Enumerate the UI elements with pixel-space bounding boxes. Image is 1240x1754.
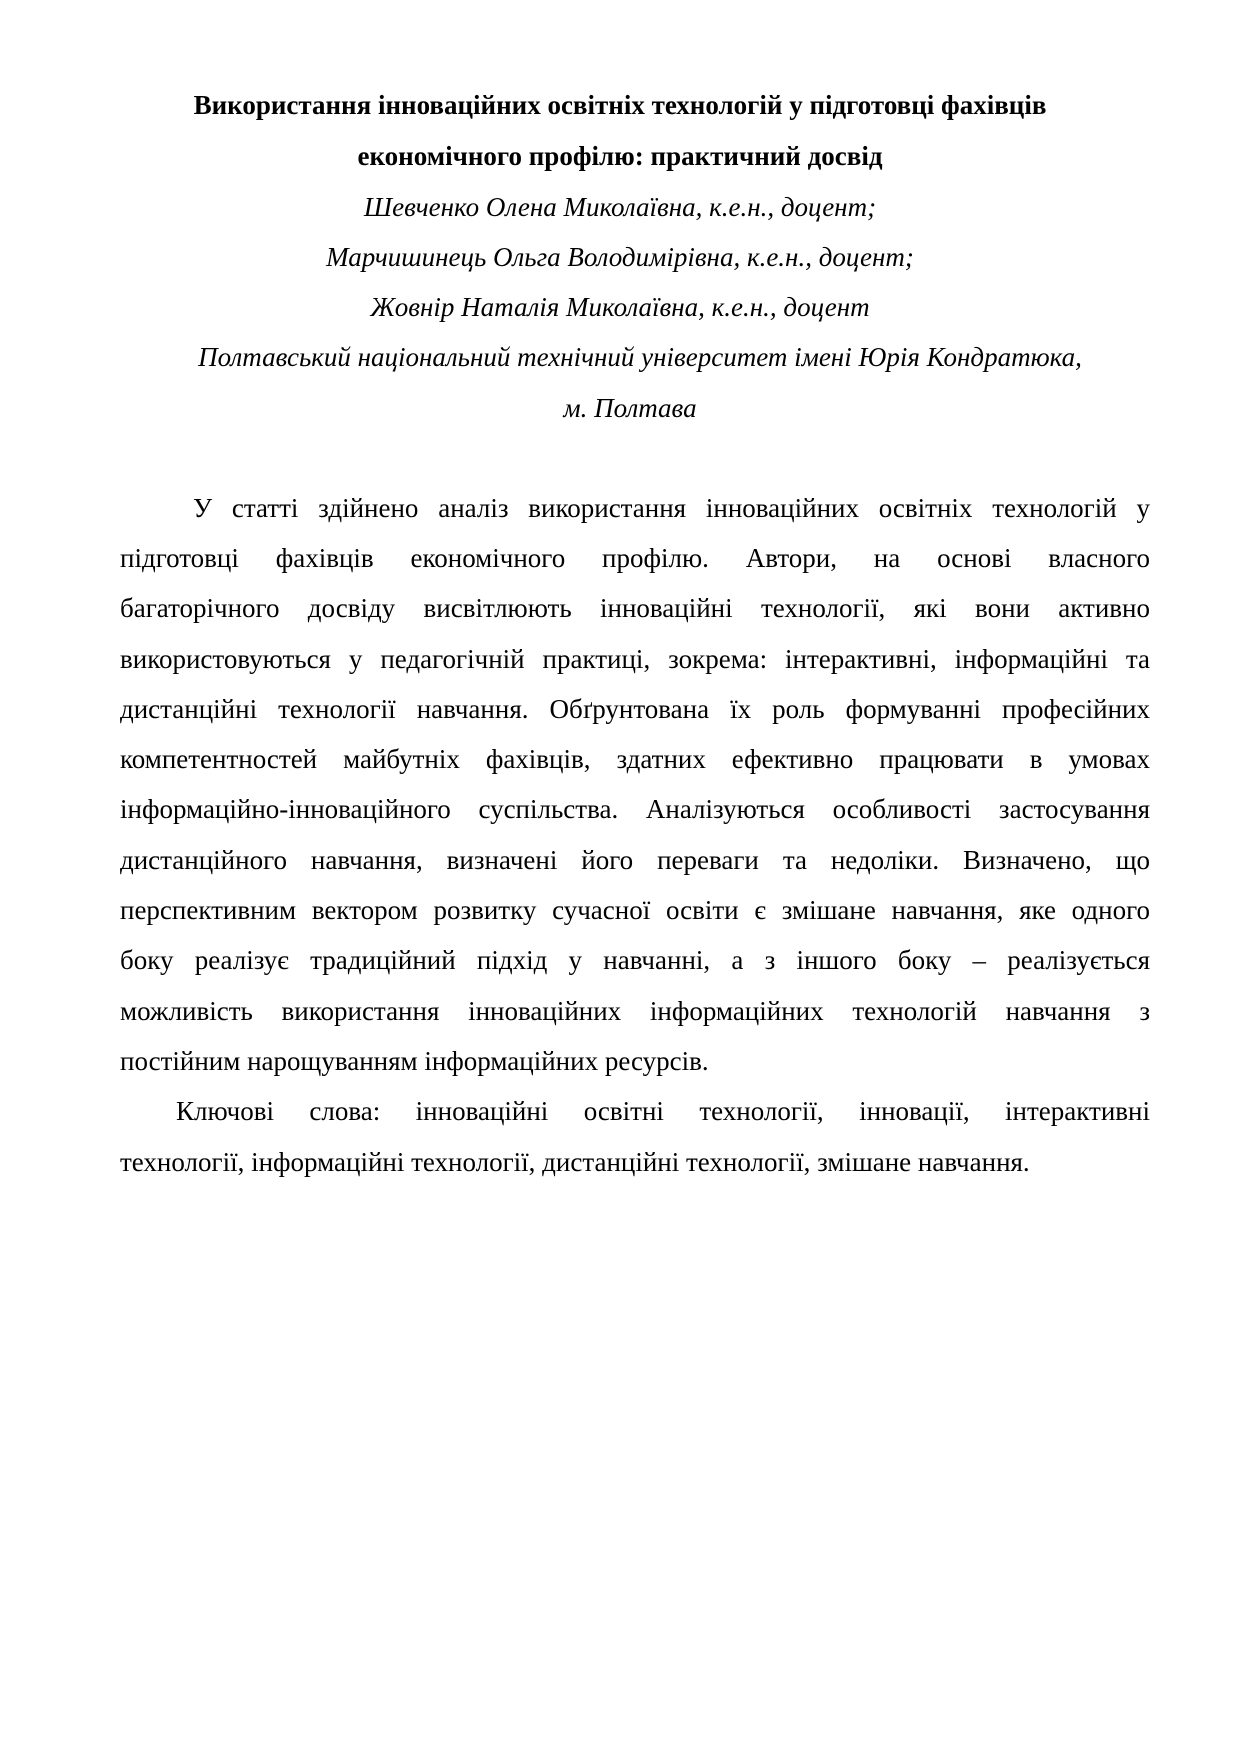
abstract-line: багаторічного досвіду висвітлюють інноваційні технології, які вони активно bbox=[120, 593, 1150, 623]
title-line: економічного профілю: практичний досвід bbox=[357, 141, 883, 171]
keywords-line: технології, інформаційні технології, дистанційні технології, змішане навчання. bbox=[120, 1147, 1030, 1177]
abstract-line: можливість використання інноваційних інформаційних технологій навчання з bbox=[120, 996, 1150, 1026]
abstract-line: дистанційні технології навчання. Обґрунтована їх роль формуванні професійних bbox=[120, 694, 1150, 724]
affiliation-line: Полтавський національний технічний університет імені Юрія Кондратюка, bbox=[198, 342, 1082, 372]
abstract-line: дистанційного навчання, визначені його переваги та недоліки. Визначено, що bbox=[120, 845, 1150, 875]
abstract-line: підготовці фахівців економічного профілю. Автори, на основі власного bbox=[120, 543, 1150, 573]
abstract-line: інформаційно-інноваційного суспільства. Аналізуються особливості застосування bbox=[120, 794, 1150, 824]
abstract-line: У статті здійнено аналіз використання інноваційних освітніх технологій у bbox=[193, 493, 1150, 523]
abstract-line: використовуються у педагогічній практиці, зокрема: інтерактивні, інформаційні та bbox=[120, 644, 1150, 674]
abstract-line: постійним нарощуванням інформаційних ресурсів. bbox=[120, 1046, 709, 1076]
title-line: Використання інноваційних освітніх технологій у підготовці фахівців bbox=[193, 90, 1047, 120]
keywords-line: Ключові слова: інноваційні освітні технології, інновації, інтерактивні bbox=[176, 1096, 1150, 1126]
abstract-line: боку реалізує традиційний підхід у навчанні, а з іншого боку – реалізується bbox=[120, 945, 1150, 975]
abstract-line: компетентностей майбутніх фахівців, здатних ефективно працювати в умовах bbox=[120, 744, 1150, 774]
affiliation-line: м. Полтава bbox=[563, 393, 697, 423]
author: Шевченко Олена Миколаївна, к.е.н., доцент; bbox=[363, 192, 877, 222]
author: Жовнір Наталія Миколаївна, к.е.н., доцент bbox=[370, 292, 870, 322]
author: Марчишинець Ольга Володимірівна, к.е.н., доцент; bbox=[326, 242, 914, 272]
abstract-line: перспективним вектором розвитку сучасної освіти є змішане навчання, яке одного bbox=[120, 895, 1150, 925]
